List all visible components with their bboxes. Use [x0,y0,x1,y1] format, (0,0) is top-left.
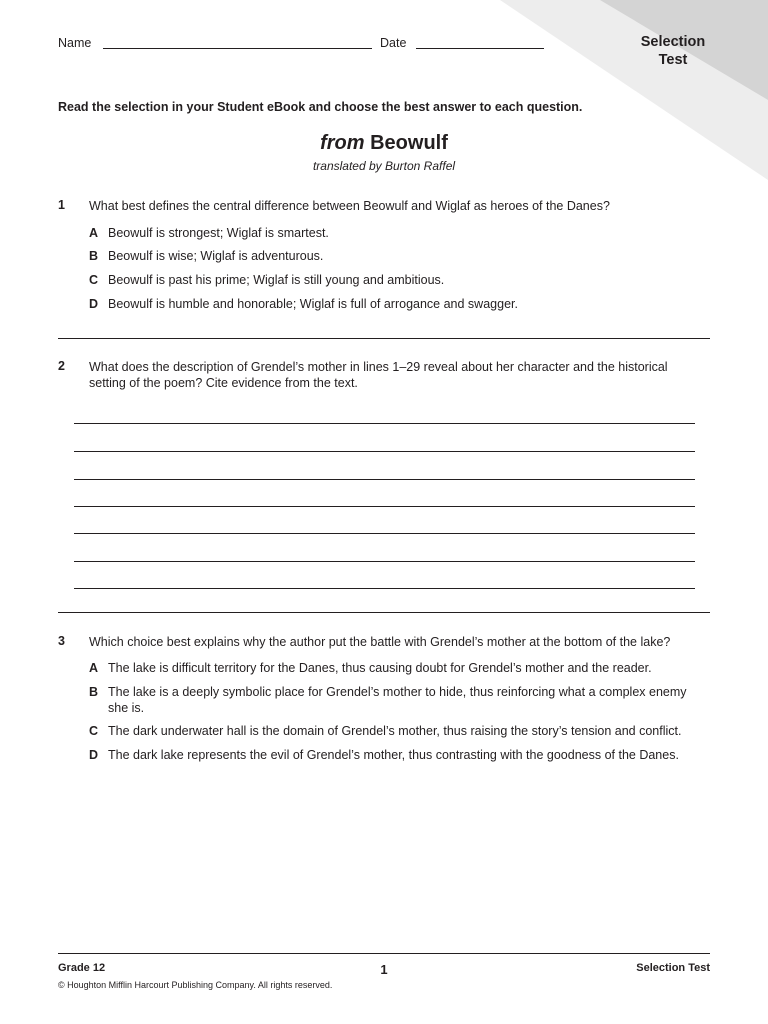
option-letter: D [89,297,99,311]
name-label: Name [58,36,92,50]
option-letter: D [89,748,99,762]
footer-divider [58,953,710,954]
answer-option[interactable] [89,296,699,312]
answer-option[interactable] [89,272,699,288]
question-number: 2 [58,359,65,373]
option-text: Beowulf is wise; Wiglaf is adventurous. [108,249,324,263]
option-letter: C [89,724,99,738]
answer-line[interactable] [74,561,695,562]
option-letter: B [89,685,99,699]
answer-line[interactable] [74,423,695,424]
option-text: The lake is difficult territory for the Danes, thus causing doubt for Grendel’s mother and the reader. [108,661,652,675]
answer-option[interactable] [89,225,699,241]
answer-line[interactable] [74,451,695,452]
title-text: Beowulf [370,132,448,154]
answer-option[interactable] [89,660,699,676]
instructions: Read the selection in your Student eBook and choose the best answer to each question. [58,100,583,114]
question-text: What best defines the central difference between Beowulf and Wiglaf as heroes of the Danes? [89,199,610,213]
name-field[interactable] [103,48,372,49]
footer-grade: Grade 12 [58,962,106,974]
copyright: © Houghton Mifflin Harcourt Publishing Company. All rights reserved. [58,980,333,990]
selection-subtitle: translated by Burton Raffel [312,159,456,173]
option-text: The dark lake represents the evil of Grendel’s mother, thus contrasting with the goodness of the Danes. [108,748,679,762]
corner-title-line2: Test [658,52,688,68]
selection-title [0,132,768,155]
option-letter: B [89,249,99,263]
option-text: Beowulf is humble and honorable; Wiglaf is full of arrogance and swagger. [108,297,518,311]
question-number: 3 [58,634,65,648]
option-text: The lake is a deeply symbolic place for Grendel’s mother to hide, thus reinforcing what a complex enemy she is. [108,685,687,715]
answer-option[interactable] [89,684,699,716]
option-text: The dark underwater hall is the domain of Grendel’s mother, thus raising the story’s tension and conflict. [108,724,682,738]
option-letter: A [89,226,99,240]
section-divider [58,612,710,613]
question-text: What does the description of Grendel’s mother in lines 1–29 reveal about her character and the historical setting of the poem? Cite evidence from the text. [89,360,668,390]
page-number: 1 [380,962,388,977]
question-text: Which choice best explains why the author put the battle with Grendel’s mother at the bottom of the lake? [89,635,671,649]
question-number: 1 [58,198,65,212]
answer-option[interactable] [89,747,699,763]
answer-option[interactable] [89,248,699,264]
footer-title: Selection Test [636,962,710,974]
date-field[interactable] [416,48,544,49]
corner-title [628,33,718,69]
answer-line[interactable] [74,479,695,480]
option-letter: C [89,273,99,287]
answer-line[interactable] [74,506,695,507]
option-letter: A [89,661,99,675]
date-label: Date [380,36,407,50]
option-text: Beowulf is strongest; Wiglaf is smartest. [108,226,329,240]
title-prefix: from [320,132,365,154]
option-text: Beowulf is past his prime; Wiglaf is still young and ambitious. [108,273,445,287]
answer-line[interactable] [74,588,695,589]
section-divider [58,338,710,339]
answer-option[interactable] [89,723,699,739]
corner-title-line1: Selection [640,34,706,50]
answer-line[interactable] [74,533,695,534]
